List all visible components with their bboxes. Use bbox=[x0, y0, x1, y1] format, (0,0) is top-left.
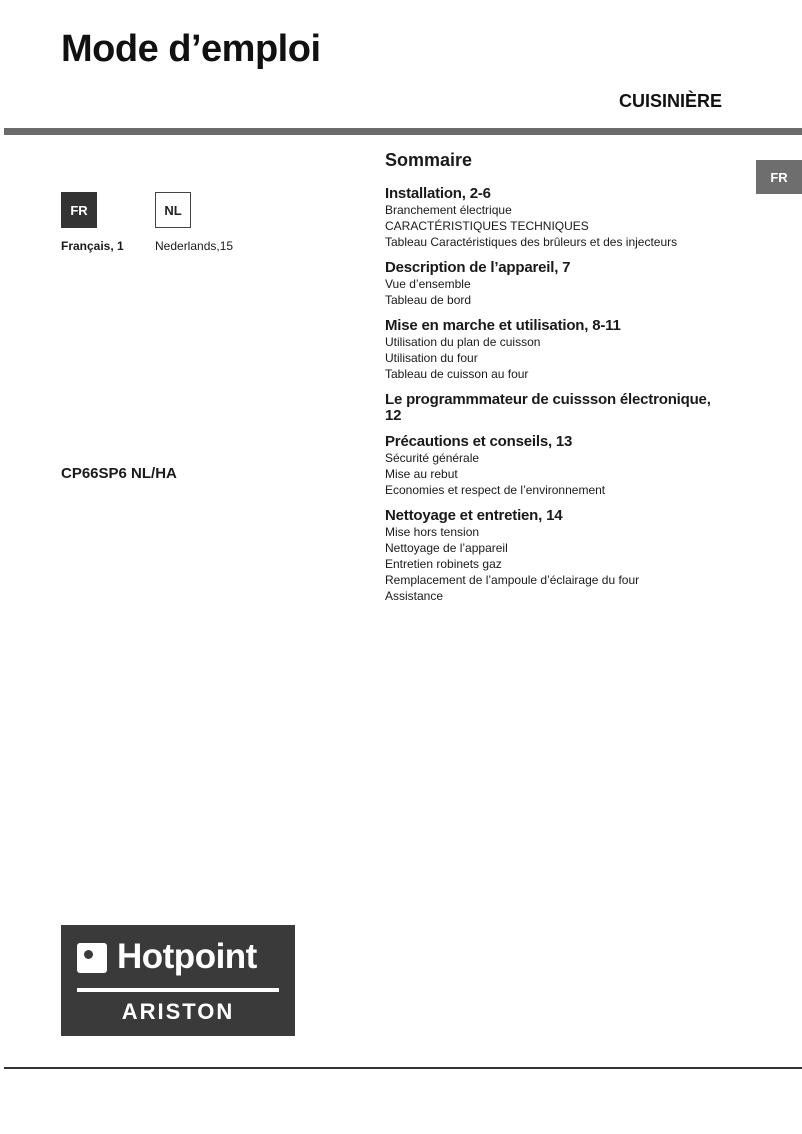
toc-item: Tableau de cuisson au four bbox=[385, 366, 529, 381]
toc-item: Remplacement de l’ampoule d’éclairage du four bbox=[385, 572, 640, 587]
toc-section bbox=[385, 318, 725, 382]
language-caption-fr: Français, 1 bbox=[61, 239, 124, 253]
toc-item: Utilisation du four bbox=[385, 350, 478, 365]
toc-item: Mise hors tension bbox=[385, 524, 480, 539]
toc-section-title: Précautions et conseils, 13 bbox=[385, 432, 573, 450]
toc-section bbox=[385, 508, 725, 604]
toc-item: Branchement électrique bbox=[385, 202, 512, 217]
toc-item: Sécurité générale bbox=[385, 450, 480, 465]
toc-item: CARACTÉRISTIQUES TECHNIQUES bbox=[385, 218, 589, 233]
logo-mark-icon bbox=[77, 943, 107, 973]
hotpoint-ariston-logo bbox=[61, 925, 295, 1036]
document-title: Mode d’emploi bbox=[61, 28, 321, 70]
language-caption-nl: Nederlands,15 bbox=[155, 239, 234, 253]
toc-section bbox=[385, 392, 725, 424]
toc-section bbox=[385, 186, 725, 250]
toc-section-title: Description de l’appareil, 7 bbox=[385, 258, 571, 276]
product-category: CUISINIÈRE bbox=[618, 91, 722, 111]
toc-item: Entretien robinets gaz bbox=[385, 556, 502, 571]
footer-divider bbox=[4, 1067, 802, 1069]
toc-item: Tableau de bord bbox=[385, 292, 472, 307]
toc-section bbox=[385, 434, 725, 498]
toc-sections bbox=[385, 186, 725, 604]
language-box-fr: FR bbox=[61, 192, 97, 228]
toc-section bbox=[385, 260, 725, 308]
toc-heading: Sommaire bbox=[385, 150, 473, 170]
header-divider bbox=[4, 128, 802, 135]
toc-section-title: Le programmmateur de cuissson électronique, 12 bbox=[385, 390, 711, 424]
model-number: CP66SP6 NL/HA bbox=[61, 465, 177, 482]
toc-item: Mise au rebut bbox=[385, 466, 458, 481]
toc-section-title: Nettoyage et entretien, 14 bbox=[385, 506, 563, 524]
logo-brand: Hotpoint bbox=[117, 937, 257, 976]
toc-section-title: Mise en marche et utilisation, 8-11 bbox=[385, 316, 621, 334]
toc-item: Tableau Caractéristiques des brûleurs et des injecteurs bbox=[385, 234, 678, 249]
toc-item: Vue d’ensemble bbox=[385, 276, 471, 291]
language-side-tab: FR bbox=[756, 160, 802, 194]
table-of-contents bbox=[385, 150, 725, 614]
toc-item: Economies et respect de l’environnement bbox=[385, 482, 606, 497]
logo-subbrand: ARISTON bbox=[121, 999, 235, 1024]
toc-item: Utilisation du plan de cuisson bbox=[385, 334, 541, 349]
toc-item: Assistance bbox=[385, 588, 444, 603]
logo-divider bbox=[77, 988, 279, 992]
toc-item: Nettoyage de l’appareil bbox=[385, 540, 508, 555]
language-box-nl: NL bbox=[155, 192, 191, 228]
toc-section-title: Installation, 2-6 bbox=[385, 184, 491, 202]
